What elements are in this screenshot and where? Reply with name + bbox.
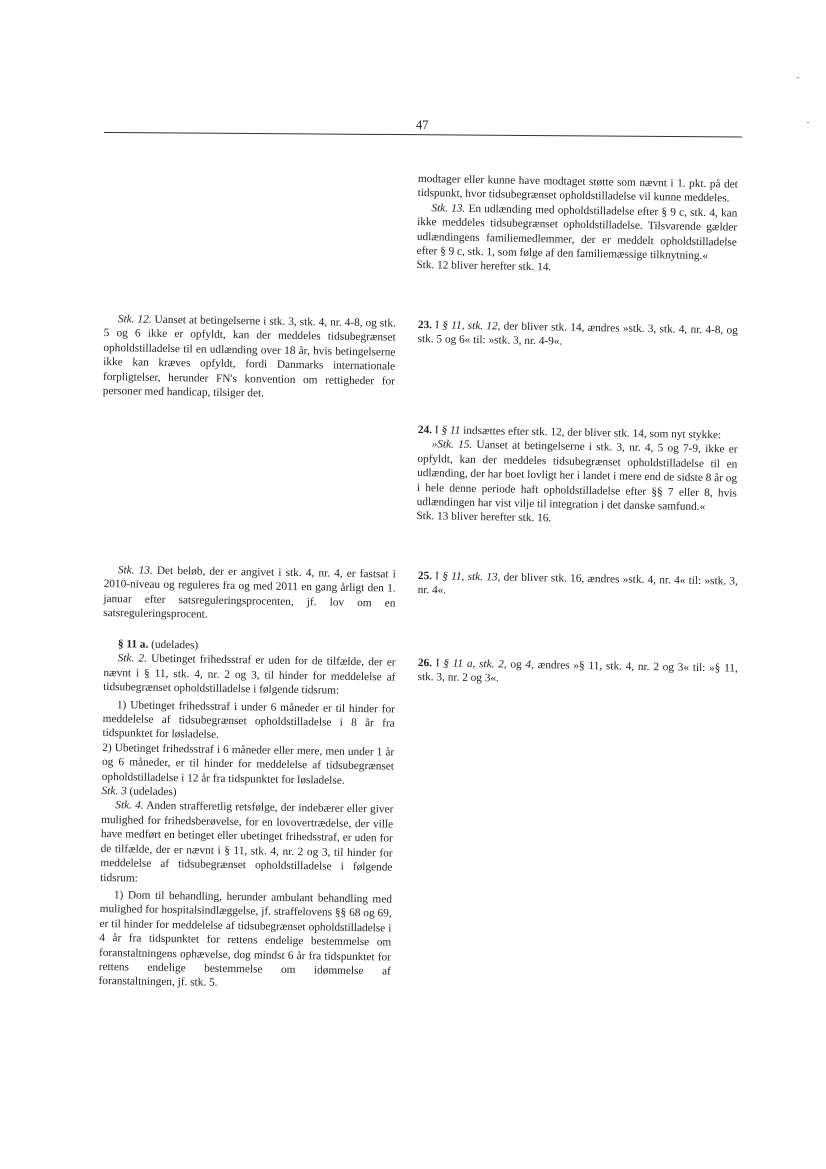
paragraph: Stk. 13 bliver herefter stk. 16. [416, 510, 552, 525]
text: (udelades) [148, 638, 199, 652]
item-number: 23. [417, 318, 433, 332]
section-ref: Stk. 13. [431, 202, 466, 215]
header-rule [104, 132, 742, 137]
paragraph [103, 563, 396, 625]
text: Det beløb, der er angivet i stk. 4, nr. 4, er fastsat i 2010-niveau og reguleres fra og med 2011 en gang årligt den 1. januar efter satsreguleringsprocenten, jf. lov om en satsreguleringsprocent. [103, 564, 396, 621]
text: I [431, 570, 443, 583]
right-block-23 [417, 318, 737, 352]
right-block-26 [417, 656, 737, 690]
text: Uanset at betingelserne i stk. 3, stk. 4, nr. 4-8, og stk. 5 og 6 ikke er opfyldt, kan der meddeles tidsubegrænset opholdstilladelse til en udlænding over 18 år, hvis betingelserne ikke kan kræves opfyldt, fordi Danmarks internationale forpligtelser, herunder FN's konvention om rettigheder for personer med handicap, tilsiger det. [102, 313, 396, 400]
paragraph [103, 312, 396, 403]
text: (udelades) [126, 785, 177, 799]
section-ref: § 11, stk. 13, [442, 570, 501, 584]
item-number: 25. [417, 569, 433, 583]
section-ref: Stk. 3 [101, 785, 127, 798]
right-block-24 [416, 423, 738, 529]
left-block-11a [98, 637, 395, 993]
scan-speck [807, 122, 809, 123]
right-block-25 [417, 569, 737, 603]
paragraph: 2) Ubetinget frihedsstraf i 6 måneder eller mere, men under 1 år og 6 måneder, er til hinder for meddelelse af tidsubegrænset opholdstilladelse i 12 år fra tidspunktet for løsladelse. [101, 741, 395, 787]
text: der bliver stk. 14, ændres »stk. 3, stk. 4, nr. 4-8, og stk. 5 og 6« til: »stk. 3, nr. 4-9«. [417, 320, 738, 348]
text: I [431, 319, 443, 332]
text: Ubetinget frihedsstraf er uden for de tilfælde, der er nævnt i § 11, stk. 4, nr. 2 og 3, til hinder for meddelelse af tidsubegrænset opholdstilladelse i følgende tidsrum: [103, 653, 396, 697]
text: Uanset at betingelserne i stk. 3, nr. 4, 5 og 7-9, ikke er opfyldt, kan der meddeles tidsubegrænset opholdstilladelse til en udlænding, der har boet lovligt her i landet i mere end de sidste 8 år og i hele denne periode haft opholdstilladelse efter §§ 7 eller 8, hvis udlændingen har vist vilje til integration i det danske samfund.« [416, 439, 738, 514]
section-ref: Stk. 12. [117, 313, 152, 326]
section-ref: § 11, stk. 12, [442, 319, 501, 333]
paragraph [417, 656, 737, 690]
text: der bliver stk. 16, ændres »stk. 4, nr. 4« til: »stk. 3, nr. 4«. [417, 571, 738, 597]
section-ref: Stk. 13. [117, 564, 153, 577]
text: I [431, 424, 442, 437]
paragraph: 1) Dom til behandling, herunder ambulant behandling med mulighed for hospitalsindlæggelse, jf. straffelovens §§ 68 og 69, er til hinder for meddelelse af tidsubegrænset opholdstilladelse i 4 år fra tidspunktet for rettens endelige bestemmelse om foranstaltningens ophævelse, dog mindst 6 år fra tidspunktet for rettens endelige bestemmelse om idømmelse af foranstaltningen, jf. stk. 5. [98, 889, 393, 990]
text: En udlænding med opholdstilladelse efter § 9 c, stk. 4, kan ikke meddeles tidsubegrænset opholdstilladelse. Tilsvarende gælder udlændingens familiemedlemmer, der er meddelt opholdstilladelse efter § 9 c, stk. 1, som følge af den familiemæssige tilknytning.« [416, 202, 738, 263]
text: og [506, 658, 526, 671]
section-ref: § 11 [441, 424, 461, 437]
page-number: 47 [416, 118, 429, 132]
paragraph [103, 651, 396, 699]
paragraph [417, 318, 737, 352]
left-block-stk12 [103, 312, 396, 403]
section-ref: Stk. 2. [117, 652, 148, 666]
text: indsættes efter stk. 12, der bliver stk. 14, som nyt stykke: [460, 424, 722, 442]
text: ændres »§ 11, stk. 4, nr. 2 og 3« til: »§ 11, stk. 3, nr. 2 og 3«. [417, 659, 738, 685]
right-block-continuation [416, 172, 738, 278]
paragraph [100, 798, 393, 889]
paragraph [416, 437, 737, 515]
paragraph: Stk. 12 bliver herefter stk. 14. [416, 259, 552, 274]
section-ref: § 11 a, stk. 2, [443, 657, 507, 671]
section-ref: Stk. 4. [115, 799, 144, 813]
left-block-stk13 [103, 563, 396, 625]
paragraph: 1) Ubetinget frihedsstraf i under 6 måneder er til hinder for meddelelse af tidsubegrænset opholdstilladelse i 8 år fra tidspunktet for løsladelse. [102, 698, 395, 742]
item-number: 24. [417, 423, 433, 437]
section-heading: § 11 a. [117, 638, 149, 651]
paragraph: modtager eller kunne have modtaget støtte som nævnt i 1. pkt. på det tidspunkt, hvor tidsubegrænset opholdstilladelse vil kunne meddeles. [417, 172, 738, 205]
paragraph [417, 569, 737, 603]
section-ref: »Stk. 15. [431, 438, 473, 452]
text: Anden strafferetlig retsfølge, der indebærer eller giver mulighed for frihedsberøvelse, for en lovovertrædelse, der ville have medført en betinget eller ubetinget frihedsstraf, er uden for de tilfælde, der er nævnt i § 11, stk. 4, nr. 2 og 3, til hinder for meddelelse af tidsubegrænset opholdstilladelse i følgende tidsrum: [100, 800, 394, 885]
text: I [431, 657, 444, 670]
section-ref: 4, [525, 658, 535, 672]
scan-speck [797, 77, 799, 78]
item-number: 26. [417, 656, 433, 670]
paragraph [416, 201, 737, 264]
